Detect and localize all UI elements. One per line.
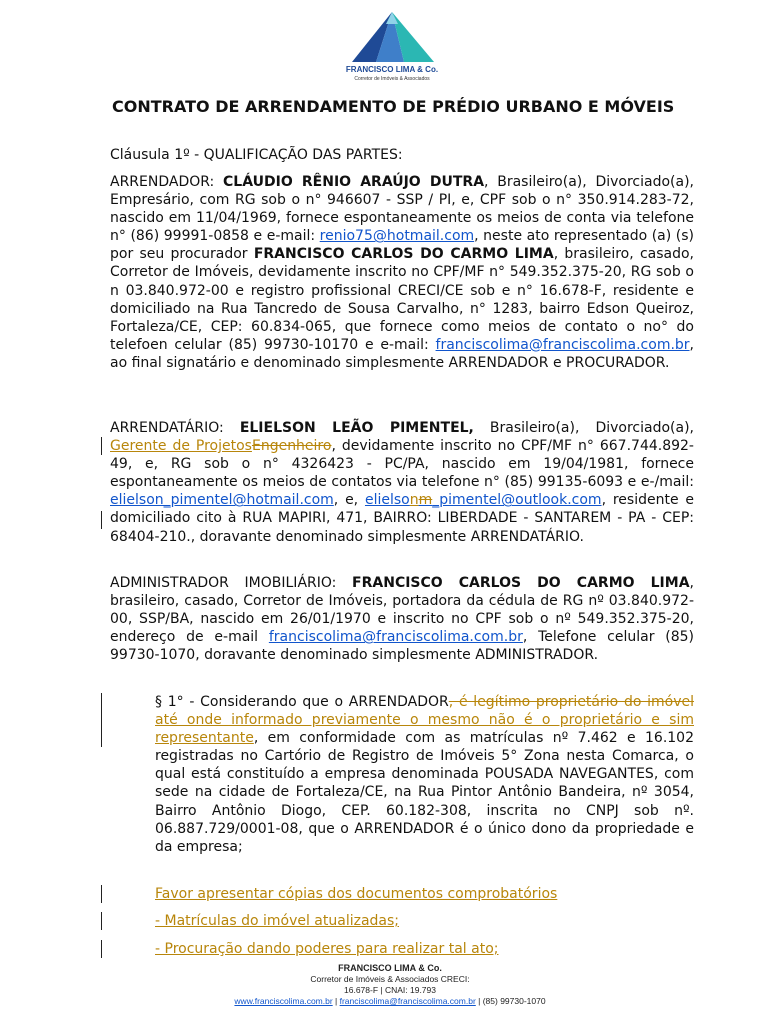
email-end: _pimentel@outlook.com <box>432 492 602 509</box>
email-inserted-char: n <box>409 492 419 509</box>
administrador-name: FRANCISCO CARLOS DO CARMO LIMA <box>352 575 690 591</box>
footer-line-3: 16.678-F | CNAI: 19.793 <box>344 985 436 995</box>
arrendatario-email-hotmail-link[interactable]: elielson_pimentel@hotmail.com <box>110 492 334 509</box>
change-bar <box>101 940 102 958</box>
paragrafo-text-2: , em conformidade com as matrículas nº 7.462 e 16.102 registradas no Cartório de Registro de Imóveis 5° Zona nesta Comarca, o qual está constituído a empresa denominada POUSADA NAVEGANTES, com sede na cidade de Fortaleza/CE, na Rua Pintor Antônio Bandeira, nº 3054, Bairro Antônio Diogo, CEP. 60.182-308, inscrita no CNPJ sob nº. 06.887.729/0001-08, que o ARRENDADOR é o único dono da propriedade e da empresa; <box>155 730 694 855</box>
administrador-paragraph <box>110 574 694 664</box>
arrendador-email-link[interactable]: renio75@hotmail.com <box>319 228 475 245</box>
arrendador-paragraph <box>110 173 694 372</box>
arrendador-name: CLÁUDIO RÊNIO ARAÚJO DUTRA <box>223 174 485 190</box>
footer-website-link[interactable]: www.franciscolima.com.br <box>234 996 333 1006</box>
administrador-label: ADMINISTRADOR IMOBILIÁRIO: <box>110 575 353 591</box>
footer-separator: | <box>332 996 340 1006</box>
deleted-profession: Engenheiro <box>251 438 332 455</box>
inserted-profession: Gerente de Projetos <box>110 438 252 455</box>
roof-logo-icon <box>346 10 438 64</box>
company-logo <box>340 10 444 84</box>
arrendatario-text-2: , devidamente inscrito no CPF/MF n° 667.744.892-49, e, RG sob o n° 4326423 - PC/PA, nascido em 19/04/1981, fornece espontaneamente os meios de contatos via telefone n° (85) 99135-6093 e e-/mail: <box>110 438 694 491</box>
arrendatario-name: ELIELSON LEÃO PIMENTEL, <box>239 420 474 436</box>
arrendatario-text-3: , e, <box>333 492 365 509</box>
logo-name: FRANCISCO LIMA & Co. <box>345 65 439 74</box>
change-bar <box>101 511 102 529</box>
footer-contacts <box>180 996 600 1007</box>
change-bar <box>101 693 102 747</box>
request-item: Favor apresentar cópias dos documentos comprobatórios <box>155 886 558 902</box>
procurador-name: FRANCISCO CARLOS DO CARMO LIMA <box>253 246 554 263</box>
arrendador-label: ARRENDADOR: <box>110 174 224 190</box>
arrendatario-label: ARRENDATÁRIO: <box>110 420 240 436</box>
change-bar <box>101 885 102 903</box>
procurador-email-link[interactable]: franciscolima@franciscolima.com.br <box>435 336 690 353</box>
administrador-text-1: , brasileiro, casado, Corretor de Imóveis, portadora da cédula de RG nº 03.840.972-00, SSP/BA, nascido em 26/01/1970 e inscrito no CPF sob o nº 549.352.375-20, endereço de e-mail <box>110 575 694 646</box>
change-bar <box>101 912 102 930</box>
clausula-heading: Cláusula 1º - QUALIFICAÇÃO DAS PARTES: <box>110 147 403 163</box>
email-deleted-char: m <box>418 492 433 509</box>
footer-line-2: Corretor de Imóveis & Associados CRECI: <box>310 974 470 984</box>
logo-subtitle: Corretor de Imóveis & Associados <box>354 76 430 82</box>
page-footer <box>180 963 600 1007</box>
request-item: - Matrículas do imóvel atualizadas; <box>155 913 400 929</box>
arrendador-text-3: , brasileiro, casado, Corretor de Imóveis, devidamente inscrito no CPF/MF n° 549.352.375-20, RG sob o n 03.840.972-00 e registro profissional CRECI/CE sob e n° 16.678-F, residente e domiciliado na Rua Tancredo de Sousa Carvalho, n° 1283, bairro Edson Queiroz, Fortaleza/CE, CEP: 60.834-065, que fornece como meios de contato o no° do telefoen celular (85) 99730-10170 e e-mail: <box>110 246 694 353</box>
paragrafo-1 <box>155 693 694 856</box>
arrendatario-email-outlook-link[interactable] <box>365 492 602 508</box>
footer-phone: | (85) 99730-1070 <box>475 996 546 1006</box>
paragrafo-inserted-text: até onde informado previamente o mesmo não é o proprietário e sim representante <box>155 712 694 747</box>
arrendador-text-2: , neste ato representado (a) (s) por seu procurador <box>110 228 694 263</box>
footer-email-link[interactable]: franciscolima@franciscolima.com.br <box>339 996 476 1006</box>
arrendatario-paragraph <box>110 419 694 546</box>
email-start: elielso <box>364 492 410 509</box>
change-bar <box>101 437 102 455</box>
footer-company-name: FRANCISCO LIMA & Co. <box>338 963 442 973</box>
administrador-email-link[interactable]: franciscolima@franciscolima.com.br <box>268 629 523 646</box>
arrendador-text-1: , Brasileiro(a), Divorciado(a), Empresário, com RG sob o n° 946607 - SSP / PI, e, CPF sob o n° 350.914.283-72, nascido em 11/04/1969, fornece espontaneamente os meios de conta via telefone n° (86) 99991-0858 e e-mail: <box>110 174 694 245</box>
paragrafo-deleted-text: , é legítimo proprietário do imóvel <box>448 694 694 710</box>
administrador-text-2: , Telefone celular (85) 99730-1070, doravante denominado simplesmente ADMINISTRADOR. <box>110 629 694 664</box>
request-item: - Procuração dando poderes para realizar tal ato; <box>155 941 499 957</box>
arrendatario-text-1: Brasileiro(a), Divorciado(a), <box>473 420 694 436</box>
arrendador-text-4: , ao final signatário e denominado simplesmente ARRENDADOR e PROCURADOR. <box>110 336 694 371</box>
arrendatario-text-4: , residente e domiciliado cito à RUA MAPIRI, 471, BAIRRO: LIBERDADE - SANTAREM - PA - CEP: 68404-210., doravante denominado simplesmente ARRENDATÁRIO. <box>110 492 694 545</box>
paragrafo-text-1: § 1° - Considerando que o ARRENDADOR <box>155 694 449 710</box>
contract-title: CONTRATO DE ARRENDAMENTO DE PRÉDIO URBANO E MÓVEIS <box>112 97 675 116</box>
